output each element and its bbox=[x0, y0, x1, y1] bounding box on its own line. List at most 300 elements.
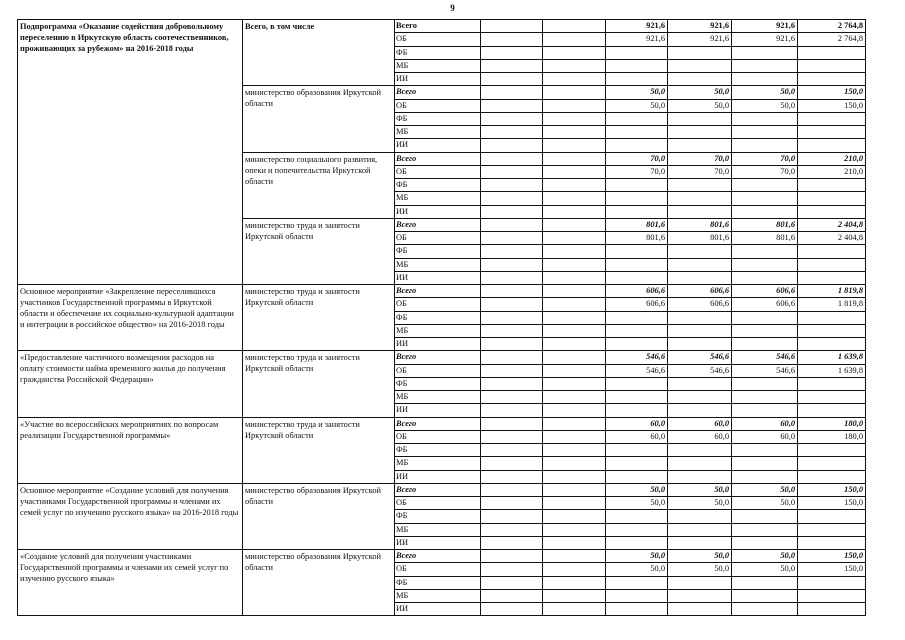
value-cell bbox=[606, 179, 668, 192]
funding-source-cell: Всего bbox=[395, 152, 481, 165]
value-cell: 801,6 bbox=[732, 218, 798, 231]
value-cell bbox=[732, 603, 798, 616]
empty-cell bbox=[481, 165, 543, 178]
empty-cell bbox=[543, 351, 606, 364]
funding-source-cell: ФБ bbox=[395, 576, 481, 589]
empty-cell bbox=[481, 510, 543, 523]
responsible-cell: министерство труда и занятости Иркутской области bbox=[243, 417, 395, 483]
value-cell bbox=[606, 470, 668, 483]
value-cell bbox=[606, 73, 668, 86]
value-cell bbox=[606, 271, 668, 284]
value-cell: 60,0 bbox=[668, 430, 732, 443]
empty-cell bbox=[481, 404, 543, 417]
funding-source-cell: Всего bbox=[395, 285, 481, 298]
funding-source-cell: ОБ bbox=[395, 99, 481, 112]
responsible-cell: министерство социального развития, опеки и попечительства Иркутской области bbox=[243, 152, 395, 218]
value-cell bbox=[668, 470, 732, 483]
empty-cell bbox=[481, 271, 543, 284]
value-cell bbox=[606, 46, 668, 59]
value-cell: 801,6 bbox=[668, 218, 732, 231]
value-cell bbox=[668, 510, 732, 523]
empty-cell bbox=[543, 46, 606, 59]
value-cell bbox=[798, 536, 866, 549]
value-cell bbox=[732, 271, 798, 284]
value-cell bbox=[732, 523, 798, 536]
value-cell: 921,6 bbox=[668, 20, 732, 33]
responsible-cell: министерство образования Иркутской области bbox=[243, 86, 395, 152]
value-cell: 150,0 bbox=[798, 563, 866, 576]
empty-cell bbox=[481, 563, 543, 576]
value-cell: 70,0 bbox=[668, 165, 732, 178]
empty-cell bbox=[543, 112, 606, 125]
empty-cell bbox=[543, 364, 606, 377]
funding-source-cell: ИИ bbox=[395, 603, 481, 616]
value-cell: 60,0 bbox=[732, 430, 798, 443]
empty-cell bbox=[481, 126, 543, 139]
funding-source-cell: ФБ bbox=[395, 444, 481, 457]
empty-cell bbox=[543, 536, 606, 549]
value-cell bbox=[606, 245, 668, 258]
value-cell: 921,6 bbox=[606, 20, 668, 33]
empty-cell bbox=[543, 139, 606, 152]
empty-cell bbox=[543, 404, 606, 417]
empty-cell bbox=[543, 20, 606, 33]
empty-cell bbox=[543, 285, 606, 298]
value-cell bbox=[606, 205, 668, 218]
value-cell bbox=[668, 324, 732, 337]
value-cell bbox=[732, 139, 798, 152]
value-cell: 50,0 bbox=[732, 497, 798, 510]
empty-cell bbox=[481, 46, 543, 59]
value-cell bbox=[668, 192, 732, 205]
program-cell: Основное мероприятие «Закрепление переселившихся участников Государственной программы в Иркутской области и обеспечение их социально-культурной адаптации и интеграции в российское общество» на 2016-2018 годы bbox=[18, 285, 243, 351]
table-row bbox=[18, 285, 866, 298]
value-cell bbox=[668, 457, 732, 470]
value-cell: 2 764,8 bbox=[798, 20, 866, 33]
value-cell: 50,0 bbox=[732, 563, 798, 576]
funding-source-cell: Всего bbox=[395, 550, 481, 563]
empty-cell bbox=[543, 245, 606, 258]
funding-source-cell: ФБ bbox=[395, 46, 481, 59]
funding-source-cell: ИИ bbox=[395, 404, 481, 417]
value-cell: 50,0 bbox=[732, 550, 798, 563]
value-cell: 1 819,8 bbox=[798, 285, 866, 298]
value-cell bbox=[798, 391, 866, 404]
value-cell bbox=[798, 192, 866, 205]
value-cell: 210,0 bbox=[798, 165, 866, 178]
empty-cell bbox=[543, 497, 606, 510]
value-cell: 50,0 bbox=[606, 550, 668, 563]
value-cell bbox=[798, 404, 866, 417]
value-cell bbox=[798, 603, 866, 616]
value-cell bbox=[606, 139, 668, 152]
value-cell bbox=[798, 311, 866, 324]
value-cell: 546,6 bbox=[606, 351, 668, 364]
empty-cell bbox=[481, 457, 543, 470]
empty-cell bbox=[481, 152, 543, 165]
value-cell bbox=[668, 311, 732, 324]
value-cell bbox=[798, 59, 866, 72]
responsible-cell: министерство труда и занятости Иркутской области bbox=[243, 285, 395, 351]
value-cell bbox=[668, 59, 732, 72]
empty-cell bbox=[481, 324, 543, 337]
budget-table bbox=[17, 19, 866, 616]
empty-cell bbox=[481, 364, 543, 377]
empty-cell bbox=[481, 139, 543, 152]
value-cell bbox=[606, 338, 668, 351]
empty-cell bbox=[481, 576, 543, 589]
value-cell: 180,0 bbox=[798, 430, 866, 443]
value-cell bbox=[798, 112, 866, 125]
value-cell bbox=[606, 126, 668, 139]
empty-cell bbox=[543, 510, 606, 523]
value-cell bbox=[732, 391, 798, 404]
empty-cell bbox=[481, 218, 543, 231]
value-cell: 606,6 bbox=[606, 285, 668, 298]
value-cell: 70,0 bbox=[606, 152, 668, 165]
value-cell bbox=[668, 589, 732, 602]
funding-source-cell: ФБ bbox=[395, 112, 481, 125]
empty-cell bbox=[543, 152, 606, 165]
value-cell: 2 764,8 bbox=[798, 33, 866, 46]
value-cell bbox=[732, 59, 798, 72]
value-cell: 150,0 bbox=[798, 497, 866, 510]
empty-cell bbox=[543, 576, 606, 589]
empty-cell bbox=[543, 33, 606, 46]
value-cell: 50,0 bbox=[732, 86, 798, 99]
responsible-cell: министерство труда и занятости Иркутской области bbox=[243, 218, 395, 284]
empty-cell bbox=[481, 338, 543, 351]
empty-cell bbox=[481, 20, 543, 33]
responsible-cell: министерство образования Иркутской области bbox=[243, 483, 395, 549]
value-cell bbox=[606, 444, 668, 457]
empty-cell bbox=[543, 603, 606, 616]
empty-cell bbox=[543, 324, 606, 337]
value-cell bbox=[732, 377, 798, 390]
empty-cell bbox=[543, 179, 606, 192]
empty-cell bbox=[543, 391, 606, 404]
value-cell: 50,0 bbox=[668, 497, 732, 510]
value-cell bbox=[606, 510, 668, 523]
funding-source-cell: ИИ bbox=[395, 271, 481, 284]
empty-cell bbox=[543, 232, 606, 245]
value-cell: 50,0 bbox=[606, 99, 668, 112]
value-cell: 50,0 bbox=[668, 483, 732, 496]
value-cell: 606,6 bbox=[668, 285, 732, 298]
value-cell: 546,6 bbox=[668, 364, 732, 377]
value-cell: 50,0 bbox=[606, 483, 668, 496]
funding-source-cell: МБ bbox=[395, 258, 481, 271]
value-cell: 60,0 bbox=[606, 417, 668, 430]
empty-cell bbox=[543, 377, 606, 390]
value-cell: 801,6 bbox=[732, 232, 798, 245]
value-cell bbox=[606, 112, 668, 125]
value-cell: 2 404,8 bbox=[798, 218, 866, 231]
value-cell bbox=[606, 404, 668, 417]
empty-cell bbox=[543, 483, 606, 496]
empty-cell bbox=[543, 298, 606, 311]
value-cell: 1 639,8 bbox=[798, 351, 866, 364]
empty-cell bbox=[481, 523, 543, 536]
funding-source-cell: МБ bbox=[395, 391, 481, 404]
funding-source-cell: Всего bbox=[395, 417, 481, 430]
empty-cell bbox=[481, 444, 543, 457]
value-cell bbox=[798, 510, 866, 523]
empty-cell bbox=[481, 112, 543, 125]
program-cell: Основное мероприятие «Создание условий для получения участниками Государственной программы и членами их семей услуг по изучению русского языка» на 2016-2018 годы bbox=[18, 483, 243, 549]
funding-source-cell: ОБ bbox=[395, 232, 481, 245]
value-cell bbox=[732, 324, 798, 337]
empty-cell bbox=[481, 245, 543, 258]
value-cell: 60,0 bbox=[606, 430, 668, 443]
empty-cell bbox=[543, 470, 606, 483]
value-cell bbox=[668, 404, 732, 417]
empty-cell bbox=[543, 271, 606, 284]
program-cell: «Предоставление частичного возмещения расходов на оплату стоимости найма временного жилья до получения гражданства Российской Федерации» bbox=[18, 351, 243, 417]
value-cell bbox=[798, 377, 866, 390]
value-cell bbox=[798, 179, 866, 192]
empty-cell bbox=[543, 430, 606, 443]
value-cell bbox=[668, 258, 732, 271]
value-cell: 801,6 bbox=[668, 232, 732, 245]
value-cell bbox=[668, 271, 732, 284]
value-cell: 50,0 bbox=[668, 99, 732, 112]
empty-cell bbox=[543, 126, 606, 139]
funding-source-cell: ОБ bbox=[395, 298, 481, 311]
funding-source-cell: Всего bbox=[395, 483, 481, 496]
value-cell bbox=[732, 205, 798, 218]
value-cell bbox=[668, 444, 732, 457]
empty-cell bbox=[543, 258, 606, 271]
value-cell: 1 639,8 bbox=[798, 364, 866, 377]
empty-cell bbox=[481, 99, 543, 112]
value-cell bbox=[798, 589, 866, 602]
value-cell bbox=[798, 73, 866, 86]
empty-cell bbox=[481, 179, 543, 192]
empty-cell bbox=[481, 59, 543, 72]
value-cell: 50,0 bbox=[668, 550, 732, 563]
value-cell bbox=[732, 311, 798, 324]
value-cell bbox=[606, 603, 668, 616]
empty-cell bbox=[481, 483, 543, 496]
value-cell bbox=[732, 589, 798, 602]
empty-cell bbox=[481, 351, 543, 364]
empty-cell bbox=[543, 589, 606, 602]
funding-source-cell: МБ bbox=[395, 192, 481, 205]
value-cell: 606,6 bbox=[732, 285, 798, 298]
value-cell: 801,6 bbox=[606, 232, 668, 245]
funding-source-cell: МБ bbox=[395, 523, 481, 536]
empty-cell bbox=[543, 457, 606, 470]
empty-cell bbox=[543, 165, 606, 178]
value-cell: 546,6 bbox=[732, 364, 798, 377]
value-cell bbox=[798, 258, 866, 271]
value-cell bbox=[606, 536, 668, 549]
value-cell bbox=[606, 589, 668, 602]
funding-source-cell: ИИ bbox=[395, 139, 481, 152]
value-cell bbox=[798, 444, 866, 457]
value-cell: 150,0 bbox=[798, 99, 866, 112]
value-cell: 50,0 bbox=[732, 483, 798, 496]
funding-source-cell: МБ bbox=[395, 126, 481, 139]
value-cell bbox=[798, 271, 866, 284]
value-cell: 1 819,8 bbox=[798, 298, 866, 311]
value-cell bbox=[668, 338, 732, 351]
value-cell bbox=[668, 73, 732, 86]
value-cell bbox=[732, 179, 798, 192]
empty-cell bbox=[481, 33, 543, 46]
empty-cell bbox=[543, 523, 606, 536]
empty-cell bbox=[543, 205, 606, 218]
funding-source-cell: ФБ bbox=[395, 179, 481, 192]
value-cell bbox=[798, 126, 866, 139]
empty-cell bbox=[481, 232, 543, 245]
value-cell bbox=[606, 457, 668, 470]
value-cell bbox=[668, 205, 732, 218]
responsible-cell: министерство труда и занятости Иркутской области bbox=[243, 351, 395, 417]
value-cell: 50,0 bbox=[668, 563, 732, 576]
empty-cell bbox=[481, 205, 543, 218]
value-cell: 921,6 bbox=[606, 33, 668, 46]
funding-source-cell: ОБ bbox=[395, 563, 481, 576]
empty-cell bbox=[543, 417, 606, 430]
empty-cell bbox=[481, 497, 543, 510]
empty-cell bbox=[543, 99, 606, 112]
value-cell: 70,0 bbox=[606, 165, 668, 178]
value-cell: 801,6 bbox=[606, 218, 668, 231]
program-cell: «Участие во всероссийских мероприятиях по вопросам реализации Государственной программы» bbox=[18, 417, 243, 483]
funding-source-cell: ФБ bbox=[395, 311, 481, 324]
value-cell: 50,0 bbox=[606, 563, 668, 576]
funding-source-cell: ОБ bbox=[395, 364, 481, 377]
empty-cell bbox=[481, 391, 543, 404]
value-cell: 60,0 bbox=[668, 417, 732, 430]
value-cell: 546,6 bbox=[606, 364, 668, 377]
value-cell bbox=[668, 179, 732, 192]
funding-source-cell: ОБ bbox=[395, 33, 481, 46]
value-cell bbox=[668, 139, 732, 152]
funding-source-cell: ИИ bbox=[395, 73, 481, 86]
value-cell: 50,0 bbox=[606, 497, 668, 510]
value-cell bbox=[606, 377, 668, 390]
value-cell: 546,6 bbox=[668, 351, 732, 364]
value-cell bbox=[732, 192, 798, 205]
value-cell: 2 404,8 bbox=[798, 232, 866, 245]
value-cell bbox=[606, 258, 668, 271]
value-cell: 50,0 bbox=[668, 86, 732, 99]
value-cell bbox=[668, 377, 732, 390]
value-cell bbox=[798, 46, 866, 59]
value-cell bbox=[668, 245, 732, 258]
funding-source-cell: ОБ bbox=[395, 430, 481, 443]
funding-source-cell: Всего bbox=[395, 20, 481, 33]
page-number: 9 bbox=[450, 3, 455, 13]
value-cell: 150,0 bbox=[798, 483, 866, 496]
value-cell bbox=[732, 536, 798, 549]
value-cell: 606,6 bbox=[606, 298, 668, 311]
value-cell bbox=[732, 444, 798, 457]
value-cell bbox=[606, 576, 668, 589]
value-cell bbox=[668, 391, 732, 404]
value-cell: 150,0 bbox=[798, 86, 866, 99]
value-cell bbox=[732, 126, 798, 139]
value-cell: 50,0 bbox=[732, 99, 798, 112]
funding-source-cell: Всего bbox=[395, 218, 481, 231]
funding-source-cell: Всего bbox=[395, 86, 481, 99]
empty-cell bbox=[543, 86, 606, 99]
value-cell bbox=[732, 258, 798, 271]
empty-cell bbox=[543, 563, 606, 576]
value-cell bbox=[798, 576, 866, 589]
value-cell bbox=[606, 324, 668, 337]
value-cell: 150,0 bbox=[798, 550, 866, 563]
empty-cell bbox=[481, 536, 543, 549]
empty-cell bbox=[543, 59, 606, 72]
value-cell bbox=[798, 324, 866, 337]
empty-cell bbox=[481, 603, 543, 616]
table-row bbox=[18, 20, 866, 33]
empty-cell bbox=[543, 550, 606, 563]
value-cell bbox=[732, 73, 798, 86]
value-cell bbox=[798, 470, 866, 483]
funding-source-cell: ИИ bbox=[395, 338, 481, 351]
empty-cell bbox=[481, 377, 543, 390]
value-cell: 546,6 bbox=[732, 351, 798, 364]
empty-cell bbox=[543, 218, 606, 231]
funding-source-cell: Всего bbox=[395, 351, 481, 364]
empty-cell bbox=[481, 550, 543, 563]
funding-source-cell: ИИ bbox=[395, 536, 481, 549]
funding-source-cell: ОБ bbox=[395, 497, 481, 510]
value-cell bbox=[668, 46, 732, 59]
empty-cell bbox=[481, 258, 543, 271]
value-cell bbox=[798, 205, 866, 218]
empty-cell bbox=[543, 192, 606, 205]
value-cell bbox=[606, 523, 668, 536]
empty-cell bbox=[481, 430, 543, 443]
empty-cell bbox=[481, 589, 543, 602]
value-cell bbox=[798, 457, 866, 470]
value-cell: 921,6 bbox=[732, 33, 798, 46]
empty-cell bbox=[481, 86, 543, 99]
program-cell: «Создание условий для получения участниками Государственной программы и членами их семей услуг по изучению русского языка» bbox=[18, 550, 243, 616]
responsible-cell: Всего, в том числе bbox=[243, 20, 395, 86]
value-cell bbox=[668, 523, 732, 536]
funding-source-cell: ИИ bbox=[395, 470, 481, 483]
table-row bbox=[18, 483, 866, 496]
value-cell: 606,6 bbox=[668, 298, 732, 311]
table-row bbox=[18, 351, 866, 364]
empty-cell bbox=[481, 470, 543, 483]
value-cell: 70,0 bbox=[732, 165, 798, 178]
value-cell bbox=[798, 338, 866, 351]
empty-cell bbox=[543, 444, 606, 457]
value-cell: 921,6 bbox=[732, 20, 798, 33]
value-cell: 70,0 bbox=[668, 152, 732, 165]
empty-cell bbox=[543, 73, 606, 86]
value-cell bbox=[732, 470, 798, 483]
empty-cell bbox=[543, 311, 606, 324]
empty-cell bbox=[481, 311, 543, 324]
funding-source-cell: МБ bbox=[395, 589, 481, 602]
funding-source-cell: ИИ bbox=[395, 205, 481, 218]
program-cell: Подпрограмма «Оказание содействия добровольному переселению в Иркутскую область соотечественников, проживающих за рубежом» на 2016-2018 годы bbox=[18, 20, 243, 285]
value-cell bbox=[732, 457, 798, 470]
value-cell bbox=[798, 245, 866, 258]
value-cell bbox=[606, 391, 668, 404]
empty-cell bbox=[543, 338, 606, 351]
empty-cell bbox=[481, 298, 543, 311]
